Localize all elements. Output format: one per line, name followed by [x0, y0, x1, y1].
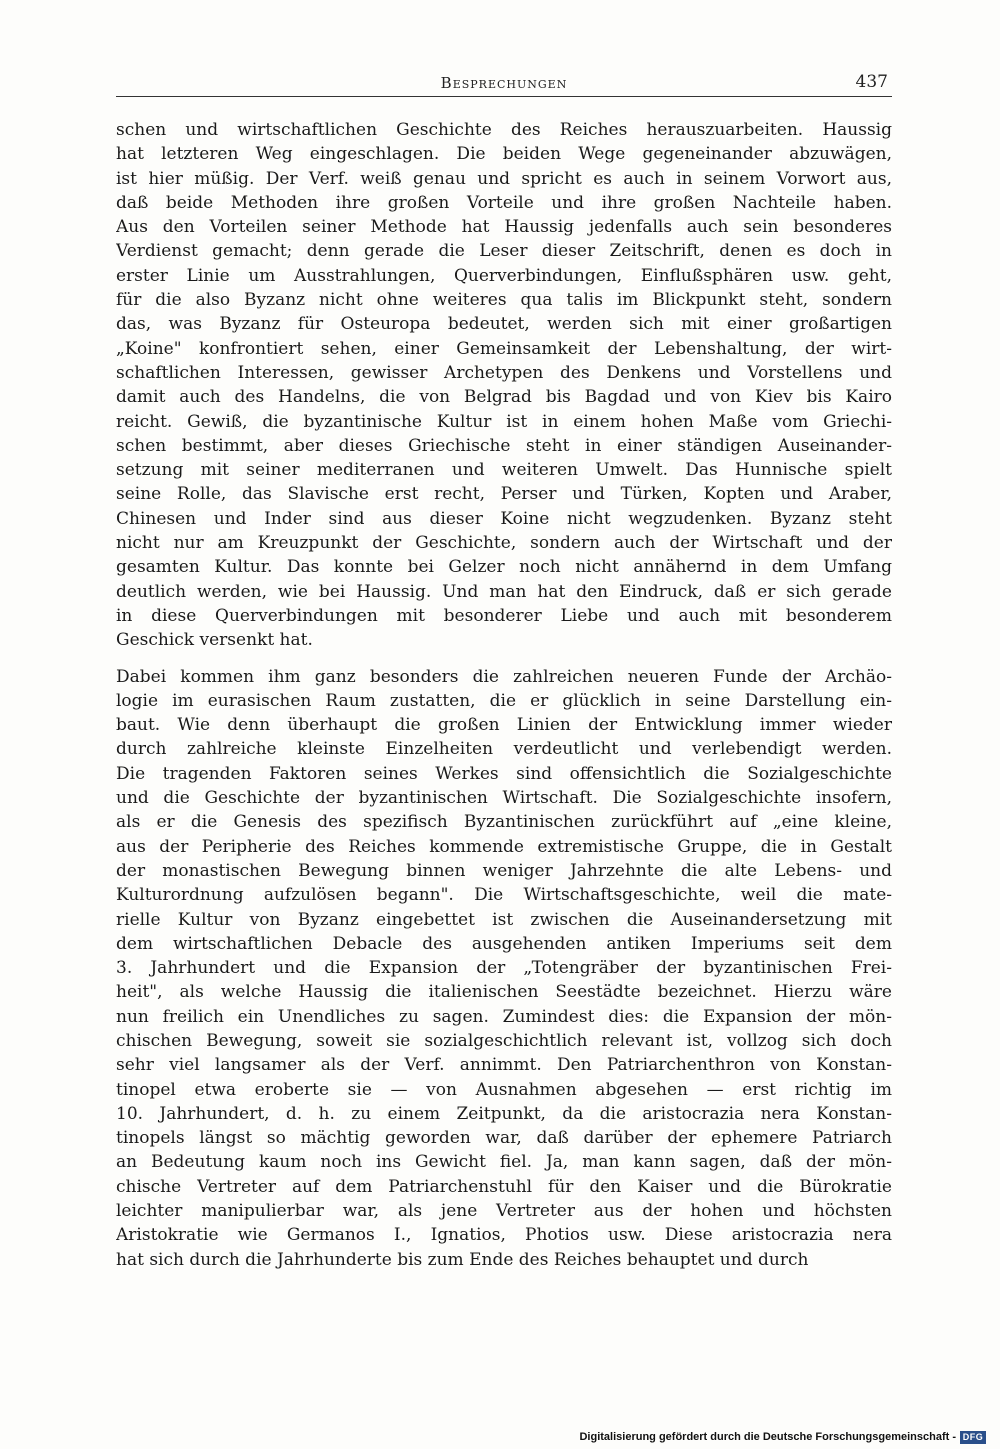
text-line: schaftlichen Interessen, gewisser Archetypen des Denkens und Vorstellens und: [116, 362, 892, 383]
text-line: ist hier müßig. Der Verf. weiß genau und spricht es auch in seinem Vorwort aus,: [116, 168, 892, 189]
text-line: schen bestimmt, aber dieses Griechische steht in einer ständigen Auseinander-: [116, 435, 892, 456]
digitization-credit-text: Digitalisierung gefördert durch die Deutsche Forschungsgemeinschaft -: [579, 1431, 956, 1443]
text-line: für die also Byzanz nicht ohne weiteres qua talis im Blickpunkt steht, sondern: [116, 290, 892, 311]
text-line: hat letzteren Weg eingeschlagen. Die beiden Wege gegeneinander abzuwägen,: [116, 144, 892, 165]
text-line: Die tragenden Faktoren seines Werkes sind offensichtlich die Sozialgeschichte: [116, 763, 892, 784]
text-line: tinopels längst so mächtig geworden war, daß darüber der ephemere Patriarch: [116, 1128, 892, 1149]
text-line: chischen Bewegung, soweit sie sozialgeschichtlich relevant ist, vollzog sich doch: [116, 1030, 892, 1051]
text-line: baut. Wie denn überhaupt die großen Linien der Entwicklung immer wieder: [116, 715, 892, 736]
text-line: Aus den Vorteilen seiner Methode hat Haussig jedenfalls auch sein besonderes: [116, 217, 892, 238]
text-line: reicht. Gewiß, die byzantinische Kultur ist in einem hohen Maße vom Griechi-: [116, 411, 892, 432]
text-line: sehr viel langsamer als der Verf. annimmt. Den Patriarchenthron von Konstan-: [116, 1055, 892, 1076]
text-line: Kulturordnung aufzulösen begann". Die Wirtschaftsgeschichte, weil die mate-: [116, 885, 892, 906]
text-line: das, was Byzanz für Osteuropa bedeutet, werden sich mit einer großartigen: [116, 314, 892, 335]
text-line: durch zahlreiche kleinste Einzelheiten verdeutlicht und verlebendigt werden.: [116, 739, 892, 760]
text-line: und die Geschichte der byzantinischen Wirtschaft. Die Sozialgeschichte insofern,: [116, 788, 892, 809]
text-line: „Koine" konfrontiert sehen, einer Gemeinsamkeit der Lebenshaltung, der wirt-: [116, 338, 892, 359]
text-line: setzung mit seiner mediterranen und weiteren Umwelt. Das Hunnische spielt: [116, 460, 892, 481]
text-line: Aristokratie wie Germanos I., Ignatios, Photios usw. Diese aristocrazia nera: [116, 1225, 892, 1246]
text-line: heit", als welche Haussig die italienischen Seestädte bezeichnet. Hierzu wäre: [116, 982, 892, 1003]
text-line: als er die Genesis des spezifisch Byzantinischen zurückführt auf „eine kleine,: [116, 812, 892, 833]
text-line: 10. Jahrhundert, d. h. zu einem Zeitpunkt, da die aristocrazia nera Konstan-: [116, 1103, 892, 1124]
paragraph-1: [116, 118, 892, 653]
dfg-logo: DFG: [960, 1431, 986, 1444]
text-line: Dabei kommen ihm ganz besonders die zahlreichen neueren Funde der Archäo-: [116, 666, 892, 687]
running-header: [116, 70, 892, 100]
text-line: der monastischen Bewegung binnen weniger Jahrzehnte die alte Lebens- und: [116, 860, 892, 881]
digitization-credit: [579, 1429, 986, 1445]
text-line: schen und wirtschaftlichen Geschichte des Reiches herauszuarbeiten. Haussig: [116, 120, 892, 140]
page-number: 437: [855, 72, 888, 92]
text-line: aus der Peripherie des Reiches kommende extremistische Gruppe, die in Gestalt: [116, 836, 892, 857]
text-line: damit auch des Handelns, die von Belgrad bis Bagdad und von Kiev bis Kairo: [116, 387, 892, 408]
text-line: in diese Querverbindungen mit besonderer Liebe und auch mit besonderem: [116, 605, 892, 626]
text-line: deutlich werden, wie bei Haussig. Und man hat den Eindruck, daß er sich gerade: [116, 581, 892, 602]
text-line: dem wirtschaftlichen Debacle des ausgehenden antiken Imperiums seit dem: [116, 933, 892, 954]
text-line: leichter manipulierbar war, als jene Vertreter aus der hohen und höchsten: [116, 1201, 892, 1222]
text-line: Chinesen und Inder sind aus dieser Koine nicht wegzudenken. Byzanz steht: [116, 508, 892, 529]
header-rule: [116, 96, 892, 97]
text-line: erster Linie um Ausstrahlungen, Querverbindungen, Einflußsphären usw. geht,: [116, 265, 892, 286]
text-line: logie im eurasischen Raum zustatten, die er glücklich in seine Darstellung ein-: [116, 690, 892, 711]
text-line: an Bedeutung kaum noch ins Gewicht fiel. Ja, man kann sagen, daß der mön-: [116, 1152, 892, 1173]
text-line: Geschick versenkt hat.: [116, 630, 313, 651]
text-line: seine Rolle, das Slavische erst recht, Perser und Türken, Kopten und Araber,: [116, 484, 892, 505]
text-line: rielle Kultur von Byzanz eingebettet ist zwischen die Auseinandersetzung mit: [116, 909, 892, 930]
text-line: 3. Jahrhundert und die Expansion der „Totengräber der byzantinischen Frei-: [116, 958, 892, 979]
text-line: nun freilich ein Unendliches zu sagen. Zumindest dies: die Expansion der mön-: [116, 1006, 892, 1027]
text-line: hat sich durch die Jahrhunderte bis zum Ende des Reiches behauptet und durch: [116, 1249, 809, 1270]
body-text: [116, 118, 892, 1272]
text-line: tinopel etwa eroberte sie — von Ausnahmen abgesehen — erst richtig im: [116, 1079, 892, 1100]
text-line: Verdienst gemacht; denn gerade die Leser dieser Zeitschrift, denen es doch in: [116, 241, 892, 262]
text-line: daß beide Methoden ihre großen Vorteile und ihre großen Nachteile haben.: [116, 192, 892, 213]
text-line: chische Vertreter auf dem Patriarchenstuhl für den Kaiser und die Bürokratie: [116, 1176, 892, 1197]
text-line: gesamten Kultur. Das konnte bei Gelzer noch nicht annähernd in dem Umfang: [116, 557, 892, 578]
header-title: Besprechungen: [440, 74, 568, 92]
paragraph-2: [116, 665, 892, 1272]
text-line: nicht nur am Kreuzpunkt der Geschichte, sondern auch der Wirtschaft und der: [116, 533, 892, 554]
